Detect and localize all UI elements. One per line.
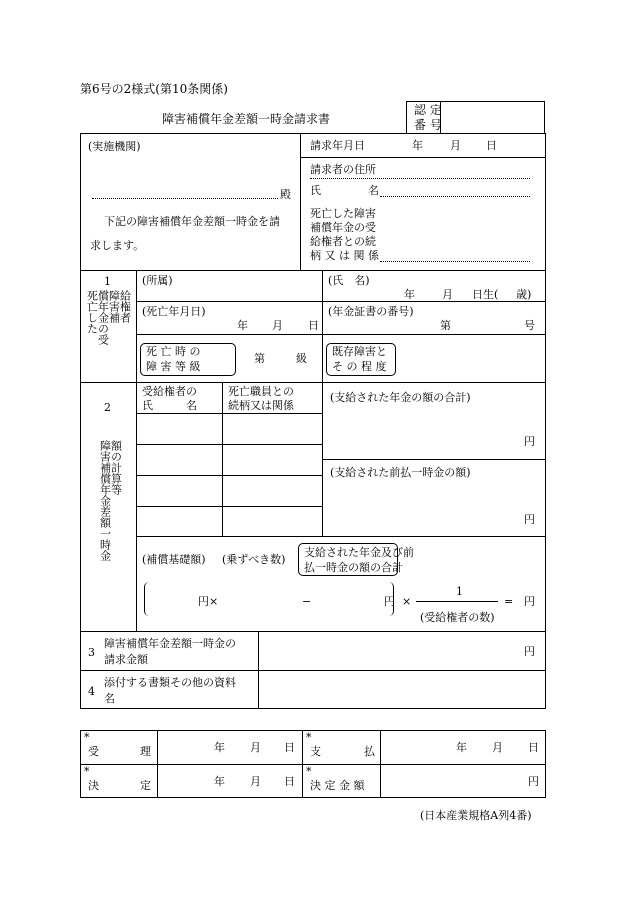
request-text-2: 求します。 (90, 239, 145, 252)
nintei-label-2: 番 号 (414, 118, 442, 132)
sec2-number: 2 (104, 401, 111, 414)
seikyusha-jusho-label: 請求者の住所 (310, 163, 376, 176)
seikyu-date-label: 請求年月日 (310, 139, 365, 152)
request-text-1: 下記の障害補償年金差額一時金を請 (104, 215, 280, 228)
jisshi-kikan: (実施機関) (88, 140, 141, 153)
zokugara-label-1: 死亡した障害 (310, 207, 376, 220)
footer-note: (日本産業規格A列4番) (420, 809, 532, 822)
sec1-number: 1 (104, 275, 111, 288)
dono-label: 殿 (280, 188, 291, 201)
nintei-label-1: 認 定 (414, 103, 442, 117)
form-title: 障害補償年金差額一時金請求書 (162, 112, 331, 126)
form-number: 第6号の2様式(第10条関係) (80, 82, 228, 96)
